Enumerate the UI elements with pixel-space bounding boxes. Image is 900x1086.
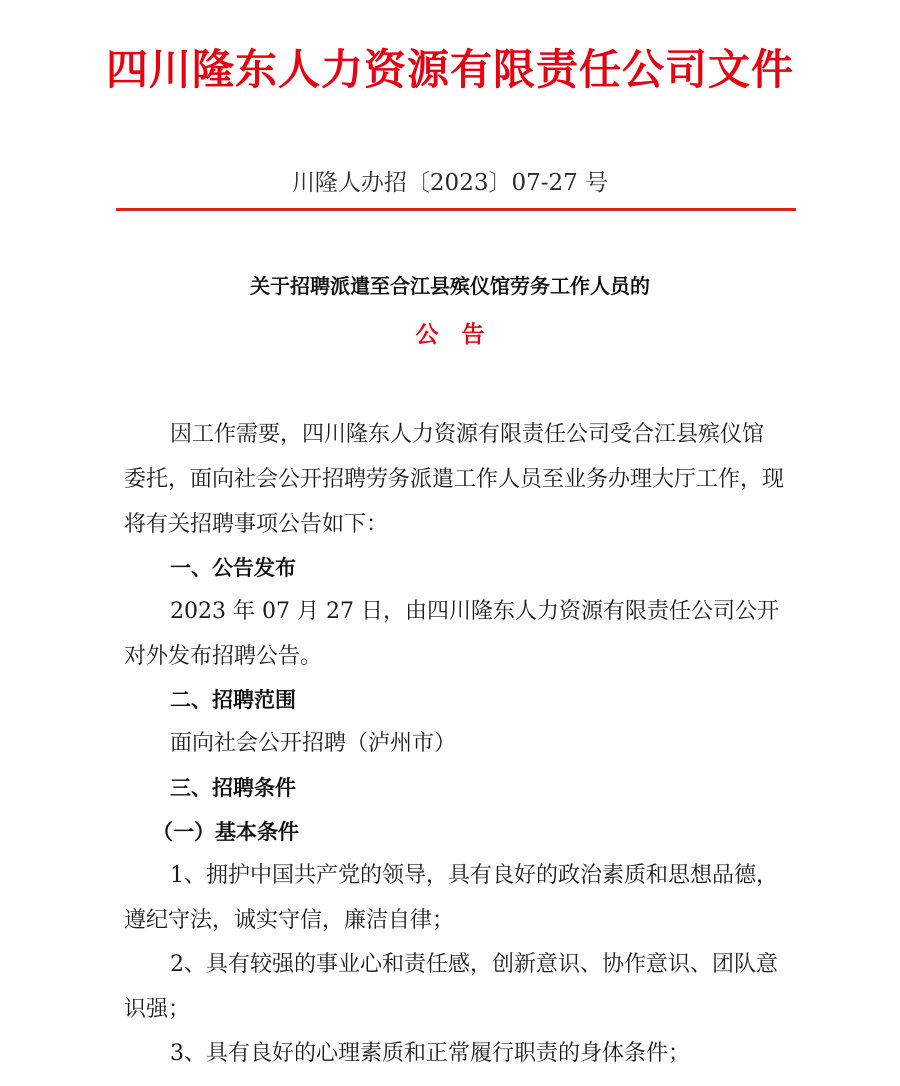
- red-divider-line: [116, 208, 796, 211]
- document-number: 川隆人办招〔2023〕07-27 号: [291, 170, 609, 196]
- condition-item: 1、拥护中国共产党的领导，具有良好的政治素质和思想品德，遵纪守法，诚实守信，廉洁自律；: [124, 863, 778, 933]
- section-heading-announcement: 一、公告发布: [170, 556, 296, 580]
- organization-header: 四川隆东人力资源有限责任公司文件: [105, 45, 794, 94]
- section-heading-conditions: 三、招聘条件: [170, 776, 296, 800]
- section-heading-scope: 二、招聘范围: [170, 688, 296, 712]
- notice-title: 关于招聘派遣至合江县殡仪馆劳务工作人员的: [250, 274, 650, 298]
- intro-paragraph: 因工作需要，四川隆东人力资源有限责任公司受合江县殡仪馆委托，面向社会公开招聘劳务派遣工作人员至业务办理大厅工作，现将有关招聘事项公告如下：: [124, 422, 785, 537]
- section-paragraph-announcement: 2023 年 07 月 27 日，由四川隆东人力资源有限责任公司公开对外发布招聘公告。: [124, 599, 779, 669]
- condition-item: 3、具有良好的心理素质和正常履行职责的身体条件；: [170, 1041, 690, 1066]
- notice-subtitle: 公 告: [415, 322, 485, 348]
- condition-item: 2、具有较强的事业心和责任感，创新意识、协作意识、团队意识强；: [124, 952, 778, 1022]
- section-paragraph-scope: 面向社会公开招聘（泸州市）: [170, 731, 457, 756]
- subsection-heading-basic: （一）基本条件: [152, 820, 299, 844]
